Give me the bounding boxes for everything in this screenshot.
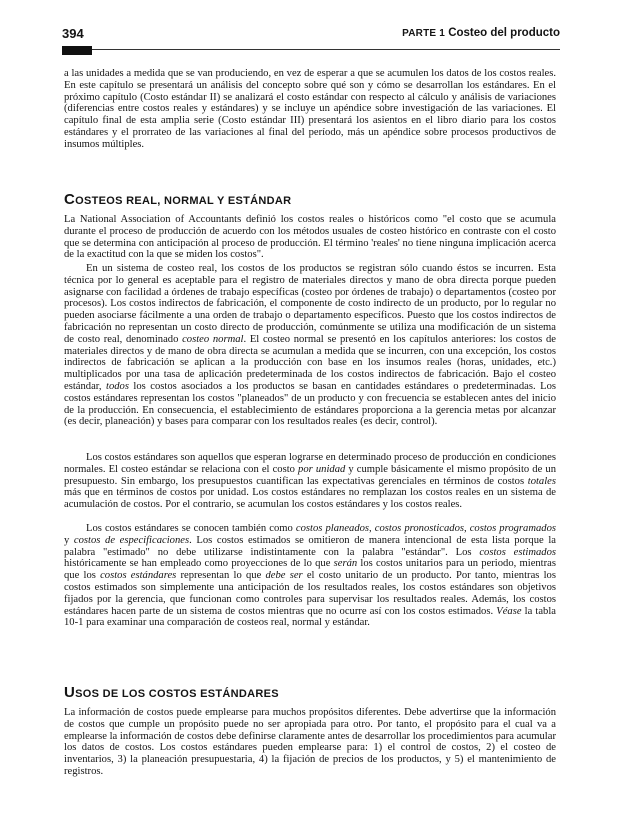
- body-paragraph: La National Association of Accountants definió los costos reales o históricos como "el costo que se acumula durante el proceso de producción de acuerdo con los métodos usuales de costeo histórico en contraste con el costo que se determina con anticipación al proceso de producción. El término 'reales' no tiene ninguna implicación acerca de la exactitud con la que se miden los costos".: [64, 214, 556, 261]
- emphasis: Véase: [496, 605, 522, 617]
- page-header: [62, 26, 560, 42]
- running-head: [402, 27, 560, 39]
- section-heading-costeos: COSTEOS REAL, NORMAL Y ESTÁNDAR: [64, 191, 292, 208]
- header-marker-block: [62, 46, 92, 55]
- emphasis: costeo normal: [182, 333, 244, 345]
- part-label: PARTE 1: [402, 28, 445, 39]
- header-rule: [62, 49, 560, 50]
- emphasis: costos de especificaciones: [73, 534, 190, 546]
- emphasis: todos: [106, 380, 129, 392]
- emphasis: costos planeados, costos pronosticados, costos programados: [295, 523, 556, 534]
- emphasis: serán: [333, 558, 358, 570]
- page-number: 394: [62, 26, 84, 41]
- body-paragraph: La información de costos puede emplearse para muchos propósitos diferentes. Debe advertirse que la información de costos que cumple un propósito puede no ser apropiada para otro. Por tanto, el propósito para el cual va a emplearse la información de costos debe definirse claramente antes de desarrollar los procedimientos para acumular los datos de costos. Los costos estándares pueden emplearse para: 1) el control de costos, 2) el costeo de inventarios, 3) la planeación presupuestaria, 4) la fijación de precios de los productos, y 5) el mantenimiento de registros.: [64, 707, 556, 777]
- emphasis: totales: [527, 475, 556, 487]
- emphasis: debe ser: [265, 570, 303, 582]
- emphasis: costos estimados: [479, 546, 556, 558]
- body-paragraph: Los costos estándares se conocen también como costos planeados, costos pronosticados, costos programados y costos de especificaciones. Los costos estimados se omitieron de manera intencional de esta lista porque la palabra "estimado" no debe utilizarse indistintamente con la palabra "estándar". Los costos estimados históricamente se han empleado como proyecciones de lo que serán los costos unitarios para un periodo, mientras que los costos estándares representan lo que debe ser el costo unitario de un producto. Por tanto, mientras los costos estimados son simplemente una anticipación de los resultados reales, los costos estándares son objetivos fijados por la gerencia, que funcionan como controles para supervisar los resultados reales. Además, los costos estándares hacen parte de un sistema de costos mientras que no ocurre así con los costos estimados. Véase la tabla 10-1 para examinar una comparación de costeos real, normal y estándar.: [64, 523, 557, 629]
- section-heading-usos: USOS DE LOS COSTOS ESTÁNDARES: [64, 684, 279, 701]
- emphasis: por unidad: [298, 463, 346, 475]
- body-paragraph: Los costos estándares son aquellos que esperan lograrse en determinado proceso de producción en condiciones normales. El costeo estándar se relaciona con el costo por unidad y cumple básicamente el mismo propósito de un presupuesto. Sin embargo, los presupuestos cuantifican las expectativas gerenciales en términos de costos totales más que en términos de costos por unidad. Los costos estándares no remplazan los costos reales en un sistema de acumulación de costos. Por el contrario, se acumulan los costos estándares y los costos reales.: [64, 452, 556, 511]
- body-paragraph: En un sistema de costeo real, los costos de los productos se registran sólo cuando éstos se incurren. Esta técnica por lo general es aceptable para el registro de materiales directos y mano de obra directa porque pueden asignarse con facilidad a órdenes de trabajo específicas (costeo por órdenes de trabajo) o departamentos (costeo por procesos). Los costos indirectos de fabricación, el componente de costo indirecto de un producto, por lo regular no pueden asociarse fácilmente a una orden de trabajo o departamento específicos. Puesto que los costos indirectos de fabricación no representan un costo directo de producción, comúnmente se utiliza una modificación de un sistema de costo real, denominado costeo normal. El costeo normal se presentó en los capítulos anteriores: los costos de materiales directos y de mano de obra directa se acumulan a medida que se incurren, con una excepción, los costos indirectos de fabricación se aplican a la producción con base en los insumos reales (horas, unidades, etc.) multiplicados por una tasa de aplicación predeterminada de los costos indirectos de fabricación. Bajo el costeo estándar, todos los costos asociados a los productos se basan en cantidades estándares o predeterminadas. Los costos estándares representan los costos "planeados" de un producto y con frecuencia se establecen antes del inicio de la producción. En consecuencia, el establecimiento de estándares proporciona a la gerencia metas por alcanzar (es decir, planeación) y bases para comparar con los resultados reales (es decir, control).: [64, 263, 556, 428]
- emphasis: costos estándares: [100, 570, 177, 582]
- intro-paragraph: a las unidades a medida que se van produciendo, en vez de esperar a que se acumulen los datos de los costos reales. En este capítulo se presentará un análisis del concepto sobre qué son y cómo se desarrollan los estándares. En el próximo capítulo (Costo estándar II) se analizará el costo estándar con respecto al cálculo y análisis de variaciones (diferencias entre costos reales y estándares) y se incluye un apéndice sobre investigación de las variaciones. El capítulo final de esta amplia serie (Costo estándar III) presentará los asientos en el libro diario para los costos estándares y el prorrateo de las variaciones al final del período, más un apéndice sobre procesos productivos de insumos múltiples.: [64, 68, 556, 150]
- part-title: Costeo del producto: [448, 27, 560, 39]
